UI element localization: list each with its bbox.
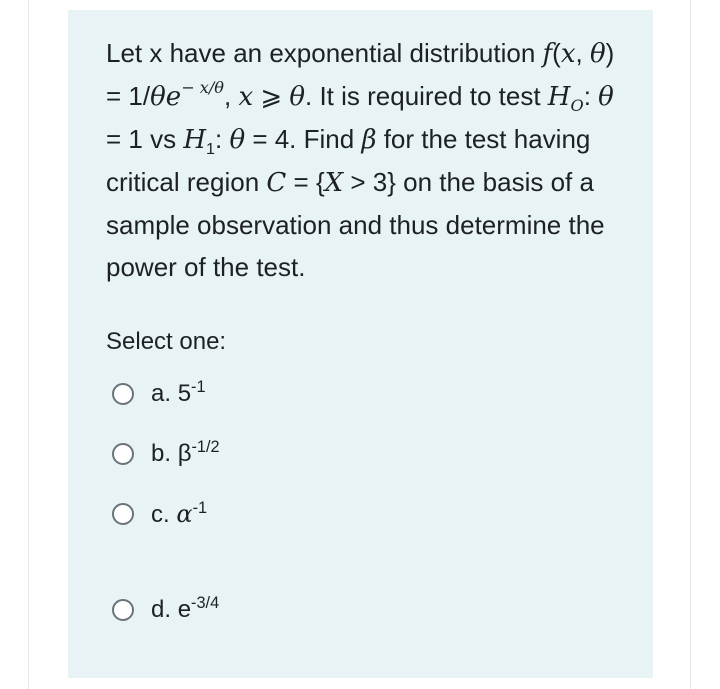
question-box bbox=[68, 10, 653, 678]
option-c-label[interactable]: c. $\alpha^{-1}$ bbox=[151, 498, 208, 528]
radio-button-a[interactable] bbox=[112, 383, 134, 405]
page-border-right bbox=[690, 0, 691, 689]
radio-button-d[interactable] bbox=[112, 599, 134, 621]
answer-option-a[interactable] bbox=[112, 374, 206, 414]
select-one-prompt: Select one: bbox=[106, 328, 227, 355]
radio-button-b[interactable] bbox=[112, 443, 134, 465]
option-a-label[interactable]: a. $5^{-1}$ bbox=[151, 378, 206, 407]
question-text: Let x have an exponential distribution f(x, $\theta) = 1/\theta e^{- x/\theta}$, x ⩾ θ. It is required to test $H_O$: θ = 1 vs $H_1$: θ = 4. Find β for the test having critical region C = {X > 3} on the basis of a sample observation and thus determine the power of the test. bbox=[106, 38, 615, 282]
answer-option-c[interactable] bbox=[112, 494, 207, 534]
answer-option-b[interactable] bbox=[112, 434, 220, 474]
option-b-label[interactable]: b. $\beta^{-1/2}$ bbox=[151, 438, 220, 467]
option-d-label[interactable]: d. $e^{-3/4}$ bbox=[151, 594, 220, 623]
answer-option-d[interactable] bbox=[112, 590, 219, 630]
page-border-left bbox=[28, 0, 29, 689]
radio-button-c[interactable] bbox=[112, 503, 134, 525]
